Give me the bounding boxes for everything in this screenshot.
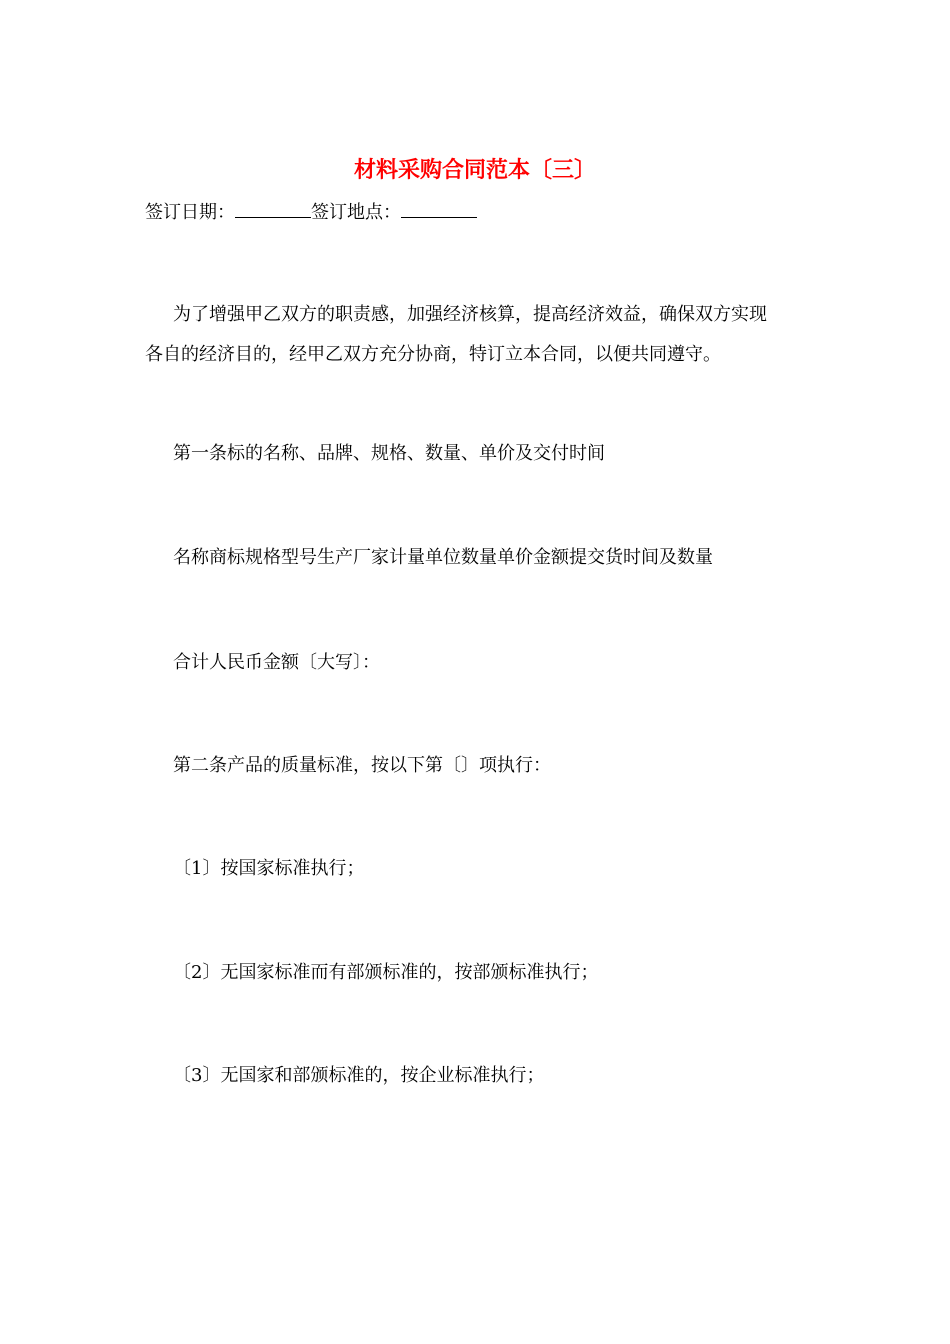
sign-place-blank[interactable] xyxy=(401,199,477,218)
signing-info-line xyxy=(145,199,477,227)
sign-place-label: 签订地点： xyxy=(311,202,401,223)
intro-line-2: 各自的经济目的，经甲乙双方充分协商，特订立本合同，以便共同遵守。 xyxy=(145,344,721,365)
article-1-heading: 第一条标的名称、品牌、规格、数量、单价及交付时间 xyxy=(173,443,605,464)
quality-item-1: 〔1〕按国家标准执行； xyxy=(173,858,365,879)
sign-date-blank[interactable] xyxy=(235,199,311,218)
product-table-header: 名称商标规格型号生产厂家计量单位数量单价金额提交货时间及数量 xyxy=(173,547,713,568)
quality-item-3: 〔3〕无国家和部颁标准的，按企业标准执行； xyxy=(173,1065,545,1086)
document-title: 材料采购合同范本〔三〕 xyxy=(353,157,596,183)
total-amount-line: 合计人民币金额〔大写〕： xyxy=(173,652,380,673)
intro-line-1: 为了增强甲乙双方的职责感，加强经济核算，提高经济效益，确保双方实现 xyxy=(173,304,767,325)
sign-date-label: 签订日期： xyxy=(145,202,235,223)
article-2-heading: 第二条产品的质量标准，按以下第〔〕项执行： xyxy=(173,755,551,776)
quality-item-2: 〔2〕无国家标准而有部颁标准的，按部颁标准执行； xyxy=(173,962,599,983)
